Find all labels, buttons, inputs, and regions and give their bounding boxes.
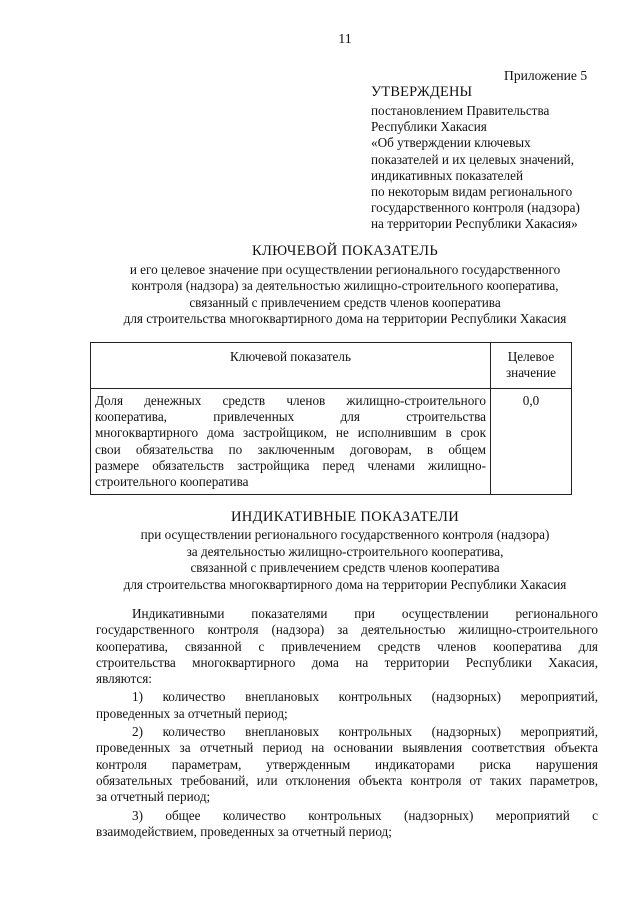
description-line: многоквартирного дома застройщиком, не исполнившим в срок — [95, 425, 486, 441]
subtitle-line: и его целевое значение при осуществлении регионального государственного — [129, 262, 561, 277]
appendix-label: Приложение 5 — [504, 68, 588, 83]
approval-line: Республики Хакасия — [371, 119, 487, 135]
approval-line: индикативных показателей — [371, 167, 523, 183]
key-indicator-title: КЛЮЧЕВОЙ ПОКАЗАТЕЛЬ — [251, 243, 439, 259]
header-target-line: Целевое — [507, 349, 555, 364]
body-line: за отчетный период; — [96, 789, 211, 805]
body-line: взаимодействием, проведенных за отчетный период; — [96, 823, 392, 839]
body-line: строительства многоквартирного дома на территории Республики Хакасия, — [96, 654, 598, 670]
table-row — [91, 389, 572, 495]
body-line: кооператива, связанной с привлечением средств членов кооператива для — [96, 638, 598, 654]
list-item-1: 1) количество внеплановых контрольных (надзорных) мероприятий, — [132, 689, 598, 705]
body-line: обязательных требований, или отклонения объекта контроля от таких параметров, — [96, 772, 598, 788]
description-line: кооператива, привлеченных для строительства — [95, 409, 486, 425]
approved-heading: УТВЕРЖДЕНЫ — [371, 84, 473, 100]
approval-reference — [371, 103, 580, 233]
key-indicator-table — [90, 342, 572, 495]
indicative-body — [96, 606, 598, 840]
body-line: Индикативными показателями при осуществлении регионального — [132, 606, 598, 621]
approval-line: по некоторым видам регионального — [371, 184, 573, 200]
approval-line: государственного контроля (надзора) — [371, 200, 580, 216]
subtitle-line: контроля (надзора) за деятельностью жилищно-строительного кооператива, — [131, 278, 559, 294]
approval-line: «Об утверждении ключевых — [371, 135, 531, 151]
body-line: являются: — [96, 671, 152, 687]
indicative-title: ИНДИКАТИВНЫЕ ПОКАЗАТЕЛИ — [230, 509, 460, 525]
subtitle-line: связанный с привлечением средств членов кооператива — [189, 294, 501, 310]
header-target — [491, 343, 572, 389]
approval-line: показателей и их целевых значений, — [371, 151, 575, 167]
body-line: проведенных за отчетный период на основании выявления соответствия объекта — [96, 740, 598, 756]
page-number: 11 — [338, 32, 352, 47]
list-item-2: 2) количество внеплановых контрольных (надзорных) мероприятий, — [132, 724, 598, 740]
indicative-subtitle — [0, 527, 640, 593]
subtitle-line: при осуществлении регионального государственного контроля (надзора) — [140, 527, 550, 542]
approval-line: постановлением Правительства — [371, 103, 550, 118]
body-line: проведенных за отчетный период; — [96, 705, 288, 721]
description-line: строительного кооператива — [95, 474, 249, 490]
table-header-row — [91, 343, 572, 389]
subtitle-line: для строительства многоквартирного дома на территории Республики Хакасия — [123, 311, 567, 327]
target-value: 0,0 — [491, 389, 572, 495]
header-indicator: Ключевой показатель — [91, 343, 491, 389]
description-line: Доля денежных средств членов жилищно-строительного — [95, 393, 486, 408]
subtitle-line: за деятельностью жилищно-строительного кооператива, — [186, 543, 504, 559]
subtitle-line: для строительства многоквартирного дома на территории Республики Хакасия — [123, 576, 567, 592]
list-item-3: 3) общее количество контрольных (надзорных) мероприятий с — [132, 807, 598, 823]
body-line: контроля параметрам, утвержденным индикаторами риска нарушения — [96, 756, 598, 772]
subtitle-line: связанной с привлечением средств членов кооператива — [190, 560, 500, 576]
key-indicator-subtitle — [0, 262, 640, 328]
header-target-line: значение — [505, 365, 557, 381]
description-line: размере обязательств застройщика перед членами жилищно- — [95, 457, 486, 473]
body-line: государственного контроля (надзора) за деятельностью жилищно-строительного — [96, 622, 598, 638]
approval-line: на территории Республики Хакасия» — [371, 216, 578, 232]
indicator-description — [91, 389, 491, 495]
description-line: свои обязательства по заключенным договорам, в общем — [95, 441, 486, 457]
